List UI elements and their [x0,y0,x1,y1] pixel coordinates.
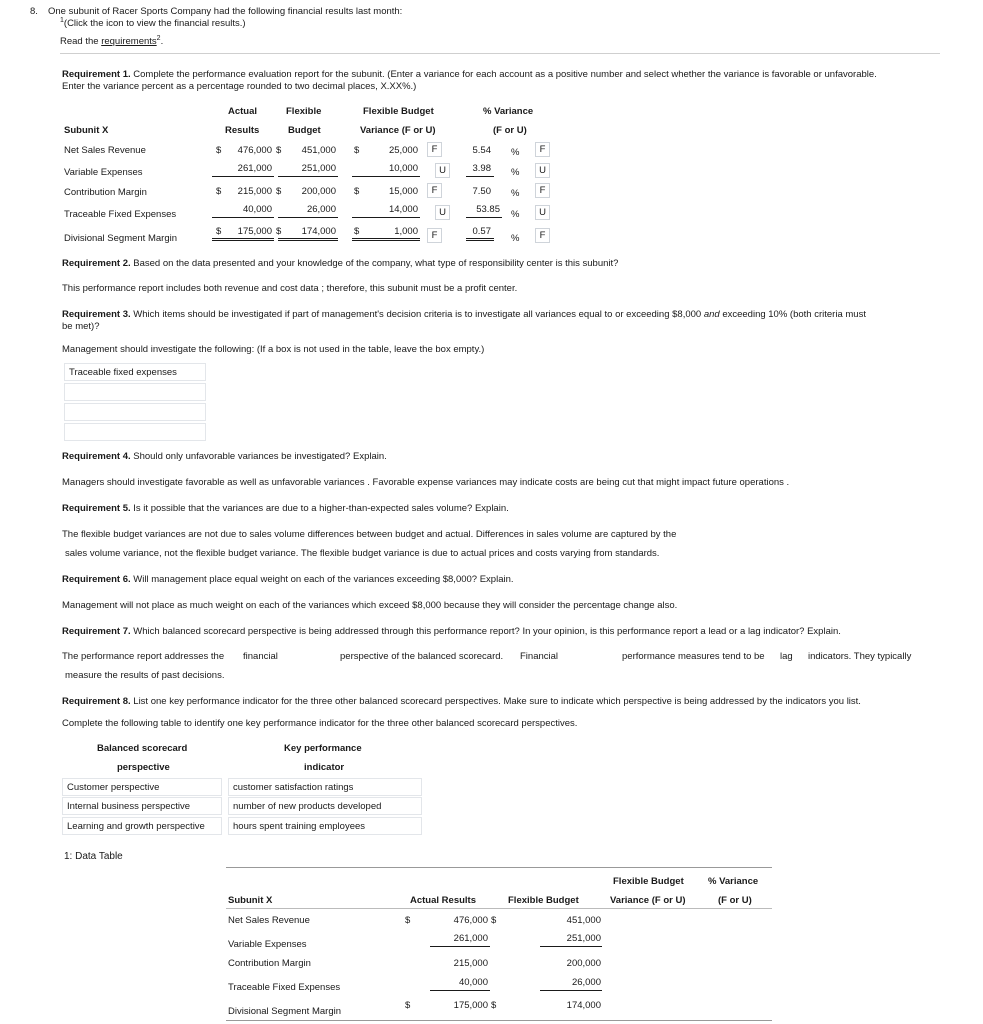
pct-sign: % [511,147,520,158]
req6-label: Requirement 6. [62,574,131,585]
pct-sign: % [511,233,520,244]
req1-text2: Enter the variance percent as a percentage rounded to two decimal places, X.XX%.) [62,81,417,92]
req4-text [62,451,387,462]
req8-text [62,696,861,707]
report-row-label: Variable Expenses [64,167,143,178]
read-requirements [60,35,163,47]
req6-dropdown-because[interactable]: because [443,600,480,611]
req3-question: Which items should be investigated if part of management's decision criteria is to investigate all variances equal to or exceeding $8,000 [130,309,704,320]
underline [212,176,274,177]
dt-dollar: $ [405,1000,411,1011]
req5-dropdown-variance[interactable]: sales volume variance, not the flexible budget variance [65,548,296,559]
double-underline [352,238,420,241]
kpi-input[interactable]: number of new products developed [228,797,422,815]
req6-question: Will management place equal weight on each of the variances exceeding $8,000? Explain. [130,574,514,585]
divider [60,53,940,54]
dt-head-fbv-1: Flexible Budget [613,876,684,887]
dt-row-label: Divisional Segment Margin [228,1006,341,1017]
variance-fu-select[interactable]: U [435,163,450,178]
dt-head-pct-1: % Variance [708,876,759,887]
req5-text [62,503,509,514]
perspective-cell[interactable]: Learning and growth perspective [62,817,222,835]
investigate-input[interactable]: Traceable fixed expenses [64,363,206,381]
pct-fu-select[interactable]: U [535,205,550,220]
dt-flex: 200,000 [566,958,601,969]
dollar-sign: $ [276,145,282,156]
requirements-sup: 2 [156,35,161,42]
pct-fu-select[interactable]: F [535,142,550,157]
underline [430,990,490,991]
dt-head-actual: Actual Results [410,895,476,906]
dt-head-pct-2: (F or U) [718,895,752,906]
req7-answer-a8: measure the results of past decisions. [65,670,225,681]
req8-question: List one key performance indicator for the three other balanced scorecard perspectives. Make sure to indicate which perspective is being addressed by the indicators you list. [130,696,861,707]
req7-dropdown-lag[interactable]: lag [780,651,793,662]
report-row-label: Traceable Fixed Expenses [64,209,177,220]
req6-dropdown-willnot[interactable]: will not [120,600,150,611]
dt-actual: 476,000 [453,915,488,926]
req7-question: Which balanced scorecard perspective is being addressed through this performance report? In your opinion, is this performance report a lead or a lag indicator? Explain. [130,626,841,637]
req3-text2: be met)? [62,321,100,332]
dt-actual: 175,000 [453,1000,488,1011]
data-table-head-rule [226,908,772,909]
req2-answer-text: This performance report includes [62,283,201,294]
req7-answer-a7: indicators. They typically [808,651,912,662]
double-underline [212,238,274,241]
variance-input[interactable]: 10,000 [388,163,418,174]
req7-answer-a1: The performance report addresses the [62,651,225,662]
head-fbv-1: Flexible Budget [363,106,434,117]
financial-results-note: (Click the icon to view the financial results.) [63,18,246,30]
data-table-rule [226,867,772,868]
pct-input[interactable]: 7.50 [472,186,491,197]
underline [352,176,420,177]
dt-flex: 26,000 [571,977,601,988]
perspective-cell[interactable]: Internal business perspective [62,797,222,815]
dollar-sign: $ [216,145,222,156]
report-row-label: Contribution Margin [64,187,147,198]
req8-prompt: Complete the following table to identify one key performance indicator for the three other balanced scorecard perspectives. [62,718,578,729]
investigate-input[interactable] [64,403,206,421]
pct-sign: % [511,188,520,199]
req5-answer-2 [65,548,659,559]
underline [212,217,274,218]
pct-input[interactable]: 3.98 [472,163,491,174]
head-flex-1: Flexible [286,106,322,117]
flex-value: 174,000 [301,226,336,237]
underline [278,217,338,218]
req1-instructions: Complete the performance evaluation report for the subunit. (Enter a variance for each account as a positive number and select whether the variance is favorable or unfavorable. [130,69,877,80]
dollar-sign: $ [216,226,222,237]
variance-fu-select[interactable]: F [427,228,442,243]
kpi-input[interactable]: hours spent training employees [228,817,422,835]
req1-text [62,69,877,80]
req2-dropdown-data[interactable]: both revenue and cost data [203,283,319,294]
dt-actual: 40,000 [458,977,488,988]
variance-input[interactable]: 15,000 [388,186,418,197]
req2-answer [62,283,517,294]
data-table-bottom-rule [226,1020,772,1021]
req2-label: Requirement 2. [62,258,131,269]
req4-period: . [786,477,790,488]
pct-fu-select[interactable]: U [535,163,550,178]
pct-input[interactable]: 53.85 [476,204,500,215]
pct-sign: % [511,209,520,220]
perspective-cell[interactable]: Customer perspective [62,778,222,796]
req6-answer [62,600,677,611]
investigate-input[interactable] [64,423,206,441]
dollar-sign: $ [354,186,360,197]
report-row-label: Net Sales Revenue [64,145,146,156]
pct-input[interactable]: 0.57 [472,226,491,237]
variance-fu-select[interactable]: F [427,183,442,198]
req5-answer-text: . The flexible budget variance is due to [295,548,459,559]
req5-answer-text: due to sales volume differences between budget and actual. Differences in sales volume are captured by the [220,529,677,540]
req4-dropdown-variances[interactable]: favorable as well as unfavorable variances [185,477,365,488]
req7-dropdown-financial[interactable]: Financial [520,651,559,662]
req4-label: Requirement 4. [62,451,131,462]
req1-label: Requirement 1. [62,69,131,80]
req4-answer-text: . Favorable expense variances [367,477,497,488]
bsc-head-2: perspective [117,762,170,773]
kpi-head-1: Key performance [284,743,362,754]
dt-row-label: Traceable Fixed Expenses [228,982,341,993]
head-pct-2: (F or U) [493,125,527,136]
underline [278,176,338,177]
req5-question: Is it possible that the variances are due to a higher-than-expected sales volume? Explain. [130,503,509,514]
investigate-input[interactable] [64,383,206,401]
underline [540,990,602,991]
req7-answer-a3: perspective of the balanced scorecard. [340,651,504,662]
req5-dropdown-cause[interactable]: actual prices and costs varying from standards. [460,548,660,559]
variance-input[interactable]: 14,000 [388,204,418,215]
variance-fu-select[interactable]: F [427,142,442,157]
head-actual-1: Actual [228,106,258,117]
dt-head-subunit: Subunit X [228,895,273,906]
req2-question: Based on the data presented and your knowledge of the company, what type of responsibility center is this subunit? [130,258,619,269]
dollar-sign: $ [354,226,360,237]
question-text: One subunit of Racer Sports Company had the following financial results last month: [48,6,403,17]
dt-dollar: $ [491,1000,497,1011]
head-fbv-2: Variance (F or U) [360,125,436,136]
req5-answer-text: The flexible budget variances [62,529,186,540]
question-number: 8. [30,6,38,17]
pct-fu-select[interactable]: F [535,183,550,198]
footnote-marker: 1 [60,17,64,24]
dollar-sign: $ [354,145,360,156]
variance-input[interactable]: 25,000 [388,145,418,156]
req3-question-tail: exceeding 10% (both criteria must [719,309,866,320]
dollar-sign: $ [216,186,222,197]
req5-answer [62,529,676,540]
kpi-input[interactable]: customer satisfaction ratings [228,778,422,796]
actual-value: 40,000 [242,204,272,215]
head-pct-1: % Variance [483,106,534,117]
req3-label: Requirement 3. [62,309,131,320]
flex-value: 200,000 [301,186,336,197]
dt-row-label: Contribution Margin [228,958,311,969]
flex-value: 26,000 [306,204,336,215]
req6-text [62,574,514,585]
dt-head-fbv-2: Variance (F or U) [610,895,686,906]
kpi-head-2: indicator [304,762,345,773]
req2-dropdown-center[interactable]: a profit center. [457,283,518,294]
req5-label: Requirement 5. [62,503,131,514]
req7-answer-a5: performance measures tend to be [622,651,765,662]
head-actual-2: Results [225,125,260,136]
pct-sign: % [511,167,520,178]
pct-fu-select[interactable]: F [535,228,550,243]
req3-prompt: Management should investigate the following: (If a box is not used in the table, leave the box empty.) [62,344,485,355]
flex-value: 251,000 [301,163,336,174]
req5-dropdown-arenot[interactable]: are not [188,529,218,540]
double-underline [278,238,338,241]
requirements-link[interactable]: requirements [101,36,157,48]
read-suffix: . [160,36,164,48]
actual-value: 175,000 [237,226,272,237]
dollar-sign: $ [276,186,282,197]
dt-dollar: $ [491,915,497,926]
req4-answer-text: Managers should investigate [62,477,183,488]
underline [540,946,602,947]
subunit-label: Subunit X [64,125,109,136]
dt-flex: 451,000 [566,915,601,926]
data-table-title: 1: Data Table [64,851,123,862]
dollar-sign: $ [276,226,282,237]
req6-answer-text: place as much weight on each of the variances which exceed $8,000 [151,600,442,611]
actual-value: 476,000 [237,145,272,156]
dt-flex: 251,000 [566,933,601,944]
dt-flex: 174,000 [566,1000,601,1011]
dt-row-label: Net Sales Revenue [228,915,310,926]
report-row-label: Divisional Segment Margin [64,233,177,244]
req4-answer [62,477,789,488]
bsc-head-1: Balanced scorecard [97,743,188,754]
variance-input[interactable]: 1,000 [394,226,418,237]
underline [352,217,420,218]
read-prefix: Read the [60,36,102,48]
dt-actual: 261,000 [453,933,488,944]
req2-text [62,258,618,269]
actual-value: 215,000 [237,186,272,197]
double-underline [466,238,494,241]
financial-results-link[interactable] [60,17,246,29]
variance-fu-select[interactable]: U [435,205,450,220]
req6-answer-text: Management [62,600,118,611]
underline [466,176,494,177]
dt-dollar: $ [405,915,411,926]
req7-label: Requirement 7. [62,626,131,637]
req4-question: Should only unfavorable variances be investigated? Explain. [130,451,387,462]
req3-and: and [703,309,720,320]
underline [430,946,490,947]
req8-label: Requirement 8. [62,696,131,707]
req4-dropdown-reason[interactable]: may indicate costs are being cut that might impact future operations [499,477,784,488]
actual-value: 261,000 [237,163,272,174]
req7-dropdown-perspective[interactable]: financial [243,651,278,662]
head-flex-2: Budget [288,125,321,136]
dt-row-label: Variable Expenses [228,939,307,950]
underline [466,217,502,218]
pct-input[interactable]: 5.54 [472,145,491,156]
dt-head-flex: Flexible Budget [508,895,579,906]
req6-dropdown-reason[interactable]: they will consider the percentage change also. [482,600,678,611]
req3-text [62,309,866,320]
req2-answer-text: ; therefore, this subunit must be [321,283,455,294]
req7-text [62,626,841,637]
dt-actual: 215,000 [453,958,488,969]
flex-value: 451,000 [301,145,336,156]
